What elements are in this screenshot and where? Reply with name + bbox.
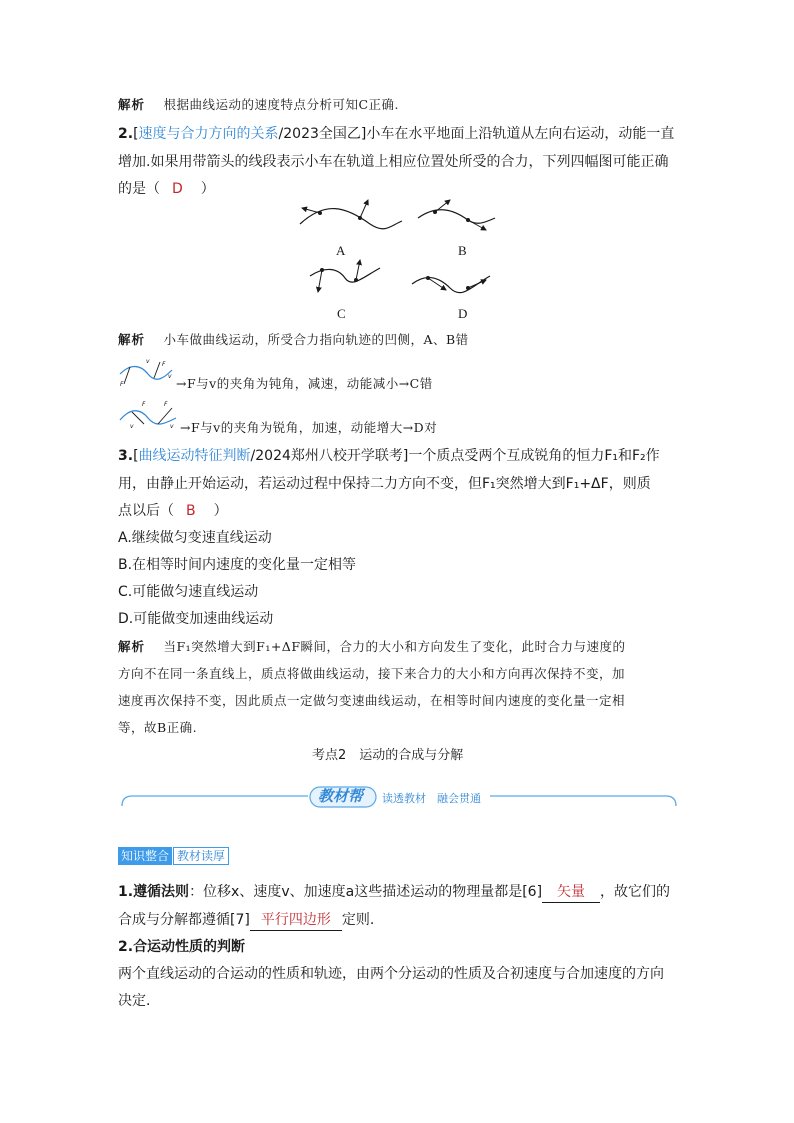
q2-stem-1: 小车在水平地面上沿轨道从左向右运动，动能一直 (366, 126, 675, 142)
answer: D (172, 181, 183, 197)
blank-7: 平行四边形 (250, 910, 342, 931)
knowledge-tags (118, 846, 229, 866)
q2-stem-3: 的是（ (118, 181, 160, 197)
mini-label-f2: F (164, 401, 168, 408)
q3-analysis-3: 速度再次保持不变，因此质点一定做匀变速曲线运动，在相等时间内速度的变化量一定相 (118, 693, 626, 708)
item-head: 合运动性质的判断 (133, 939, 246, 955)
mini-label-v: v (130, 423, 134, 430)
option-b: B.在相等时间内速度的变化量一定相等 (118, 557, 357, 573)
p2-line1: 两个直线运动的合运动的性质和轨迹，由两个分运动的性质及合初速度与合加速度的方向 (118, 966, 664, 982)
q3-line2: 用，由静止开始运动，若运动过程中保持二力方向不变，但F₁突然增大到F₁+ΔF，则质 (118, 476, 651, 492)
bracket-close: ） (213, 503, 228, 519)
p1-text-b: ，故它们的 (600, 884, 671, 900)
tag-knowledge: 知识整合 (118, 847, 172, 865)
p1-line2 (118, 910, 374, 931)
section-title: 考点2 运动的合成与分解 (312, 748, 464, 763)
mini-label-v: v (146, 358, 150, 365)
mini-label-v2: v (170, 423, 174, 430)
topic-link[interactable]: 曲线运动特征判断 (138, 448, 251, 464)
option-c: C.可能做匀速直线运动 (118, 584, 259, 600)
q2-figures (290, 196, 510, 306)
mini-label-v2: v (168, 373, 172, 380)
q3-stem-3: 点以后（ (118, 503, 174, 519)
banner-subtitle: 读透教材 融会贯通 (382, 792, 481, 805)
analysis-text: →F与v的夹角为锐角，加速，动能增大→D对 (180, 420, 438, 435)
analysis-label: 解析 (118, 639, 146, 654)
item-number: 1. (118, 884, 134, 900)
mini-label-f1: F (120, 381, 124, 388)
q2-analysis-1 (118, 330, 469, 350)
option-a: A.继续做匀变速直线运动 (118, 530, 272, 546)
fig-label-a: A (336, 243, 346, 258)
mini-label-f: F (142, 401, 146, 408)
q2-line3 (118, 179, 215, 199)
topic-link[interactable]: 速度与合力方向的关系 (138, 126, 279, 142)
p1-text: ：位移x、速度v、加速度a这些描述运动的物理量都是[6] (189, 884, 543, 900)
q2-line2: 增加.如果用带箭头的线段表示小车在轨道上相应位置处所受的合力，下列四幅图可能正确 (118, 154, 669, 170)
figure-b (418, 200, 495, 230)
q2-analysis-3 (180, 418, 437, 438)
question-number: 2. (118, 126, 134, 142)
banner-title: 教材帮 (318, 787, 364, 805)
q3-stem-1: /2024郑州八校开学联考]一个质点受两个互成锐角的恒力F₁和F₂作 (250, 448, 660, 464)
analysis-text: 当F₁突然增大到F₁+ΔF瞬间，合力的大小和方向发生了变化，此时合力与速度的 (163, 639, 626, 654)
analysis-label: 解析 (118, 332, 146, 347)
question-number: 3. (118, 448, 134, 464)
option-d: D.可能做变加速曲线运动 (118, 611, 274, 627)
mini-figure-c (118, 356, 174, 388)
fig-label-b: B (458, 243, 467, 258)
analysis-text: 根据曲线运动的速度特点分析可知C正确. (163, 97, 400, 112)
mini-label-f: F (162, 361, 166, 368)
p2-heading (118, 937, 245, 957)
figure-c (310, 260, 380, 292)
p1-line1 (118, 882, 670, 903)
mini-figure-d (118, 398, 178, 432)
fig-label-c: C (337, 306, 346, 321)
q3-analysis-4: 等，故B正确. (118, 720, 198, 735)
q2-line1 (118, 124, 674, 144)
bracket: [ (133, 126, 139, 142)
q3-line1 (118, 446, 660, 466)
q1-analysis (118, 95, 399, 115)
q3-analysis-1 (118, 637, 626, 657)
item-number: 2. (118, 939, 134, 955)
tag-textbook: 教材读厚 (173, 847, 229, 865)
item-head: 遵循法则 (133, 884, 190, 900)
blank-6: 矢量 (542, 882, 600, 903)
q3-analysis-2: 方向不在同一条直线上，质点将做曲线运动，接下来合力的大小和方向再次保持不变，加 (118, 666, 626, 681)
p1-text-2: 合成与分解都遵循[7] (118, 912, 250, 928)
analysis-label: 解析 (118, 97, 146, 112)
p1-text-2b: 定则. (341, 912, 375, 928)
q2-analysis-2 (176, 374, 433, 394)
analysis-text: 小车做曲线运动，所受合力指向轨迹的凹侧，A、B错 (163, 332, 469, 347)
p2-line2: 决定. (118, 993, 151, 1009)
bracket: [ (133, 448, 139, 464)
fig-label-d: D (458, 306, 468, 321)
figure-a (300, 200, 402, 229)
figure-d (412, 276, 490, 293)
q3-line3 (118, 501, 228, 521)
answer: B (186, 503, 196, 519)
bracket-close: ） (200, 181, 215, 197)
source: /2023全国乙] (278, 126, 367, 142)
analysis-text: →F与v的夹角为钝角，减速，动能减小→C错 (176, 376, 433, 391)
